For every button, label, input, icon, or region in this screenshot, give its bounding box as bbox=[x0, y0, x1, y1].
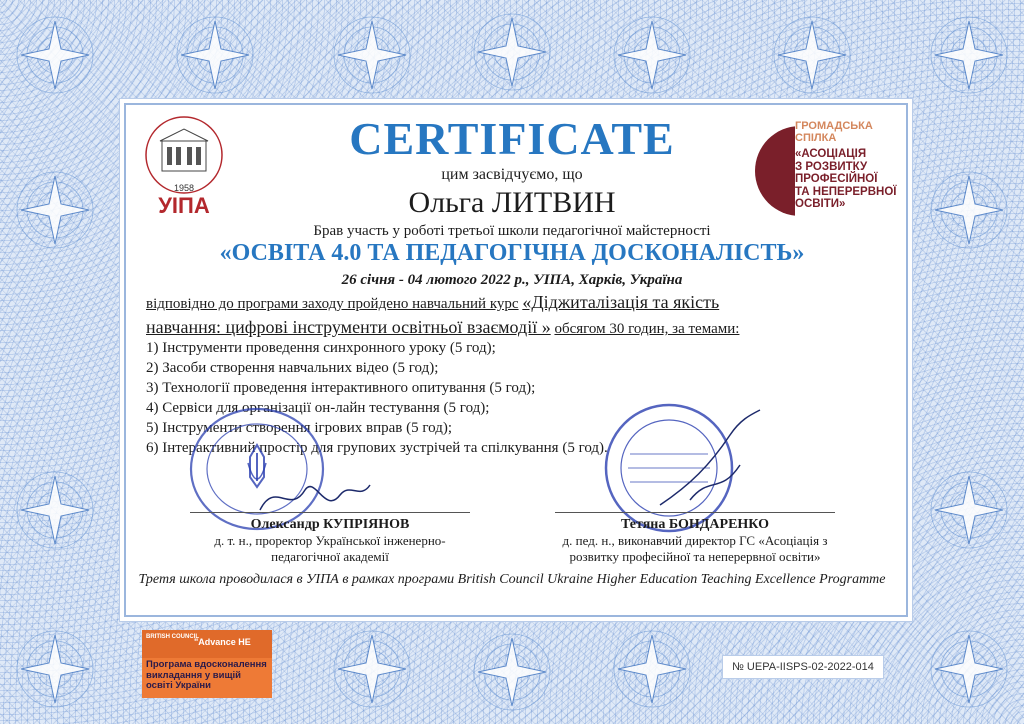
british-council-logo: BRITISH COUNCIL bbox=[146, 634, 199, 640]
association-type: ГРОМАДСЬКА СПІЛКА bbox=[795, 120, 873, 144]
certificate-number: № UEPA-IISPS-02-2022-014 bbox=[722, 655, 884, 679]
program-note: Третя школа проводилася в УІПА в рамках програми British Council Ukraine Higher Education Teaching Excellence Programme bbox=[138, 572, 886, 587]
certificate-subtitle: цим засвідчуємо, що bbox=[441, 166, 583, 183]
signature-line bbox=[555, 512, 835, 513]
event-dates: 26 січня - 04 лютого 2022 р., УІПА, Харків, Україна bbox=[341, 272, 683, 288]
association-logo bbox=[755, 118, 905, 218]
course-name-part2: навчання: цифрові інструменти освітньої взаємодії » bbox=[146, 317, 551, 337]
event-title: «ОСВІТА 4.0 ТА ПЕДАГОГІЧНА ДОСКОНАЛІСТЬ» bbox=[219, 240, 805, 266]
signatory-title: д. т. н., проректор Української інженерно- bbox=[214, 533, 446, 548]
list-item: 6) Інтерактивний простір для групових зустрічей та спілкування (5 год). bbox=[146, 440, 608, 456]
recipient-name: Ольга ЛИТВИН bbox=[408, 186, 616, 219]
signatory-left bbox=[180, 517, 480, 565]
course-hours: обсягом 30 годин, за темами: bbox=[554, 321, 740, 337]
signature-line bbox=[190, 512, 470, 513]
list-item: 2) Засоби створення навчальних відео (5 год); bbox=[146, 360, 439, 376]
list-item: 1) Інструменти проведення синхронного уроку (5 год); bbox=[146, 340, 496, 356]
signatory-title: розвитку професійної та неперервної освіти» bbox=[569, 549, 821, 564]
uipa-wordmark: УІПА bbox=[158, 193, 210, 218]
list-item: 4) Сервіси для організації он-лайн тестування (5 год); bbox=[146, 400, 490, 416]
uipa-logo bbox=[134, 115, 234, 225]
signatory-right bbox=[545, 517, 845, 565]
course-intro: відповідно до програми заходу пройдено навчальний курс bbox=[146, 296, 519, 312]
signatory-name: Олександр КУПРІЯНОВ bbox=[250, 517, 410, 532]
list-item: 3) Технології проведення інтерактивного опитування (5 год); bbox=[146, 380, 536, 396]
signatory-name: Тетяна БОНДАРЕНКО bbox=[620, 517, 769, 532]
uipa-year: 1958 bbox=[173, 183, 195, 193]
list-item: 5) Інструменти створення ігрових вправ (5 год); bbox=[146, 420, 452, 436]
signature-bondarenko bbox=[650, 405, 770, 525]
course-name-part1: «Діджиталізація та якість bbox=[522, 292, 720, 312]
course-description bbox=[146, 291, 886, 341]
signatory-title: педагогічної академії bbox=[271, 549, 389, 564]
association-name: «АСОЦІАЦІЯ З РОЗВИТКУ ПРОФЕСІЙНОЇ ТА НЕПЕРЕРВНОЇ ОСВІТИ» bbox=[795, 148, 897, 210]
certificate-title: CERTIFICATE bbox=[349, 113, 675, 164]
british-council-badge bbox=[142, 630, 272, 694]
program-name: Програма вдосконалення викладання у вищій освіті України bbox=[146, 659, 267, 691]
participation-text: Брав участь у роботі третьої школи педагогічної майстерності bbox=[313, 223, 711, 239]
signatory-title: д. пед. н., виконавчий директор ГС «Асоціація з bbox=[562, 533, 828, 548]
advance-he-logo: "Advance HE bbox=[194, 637, 251, 647]
